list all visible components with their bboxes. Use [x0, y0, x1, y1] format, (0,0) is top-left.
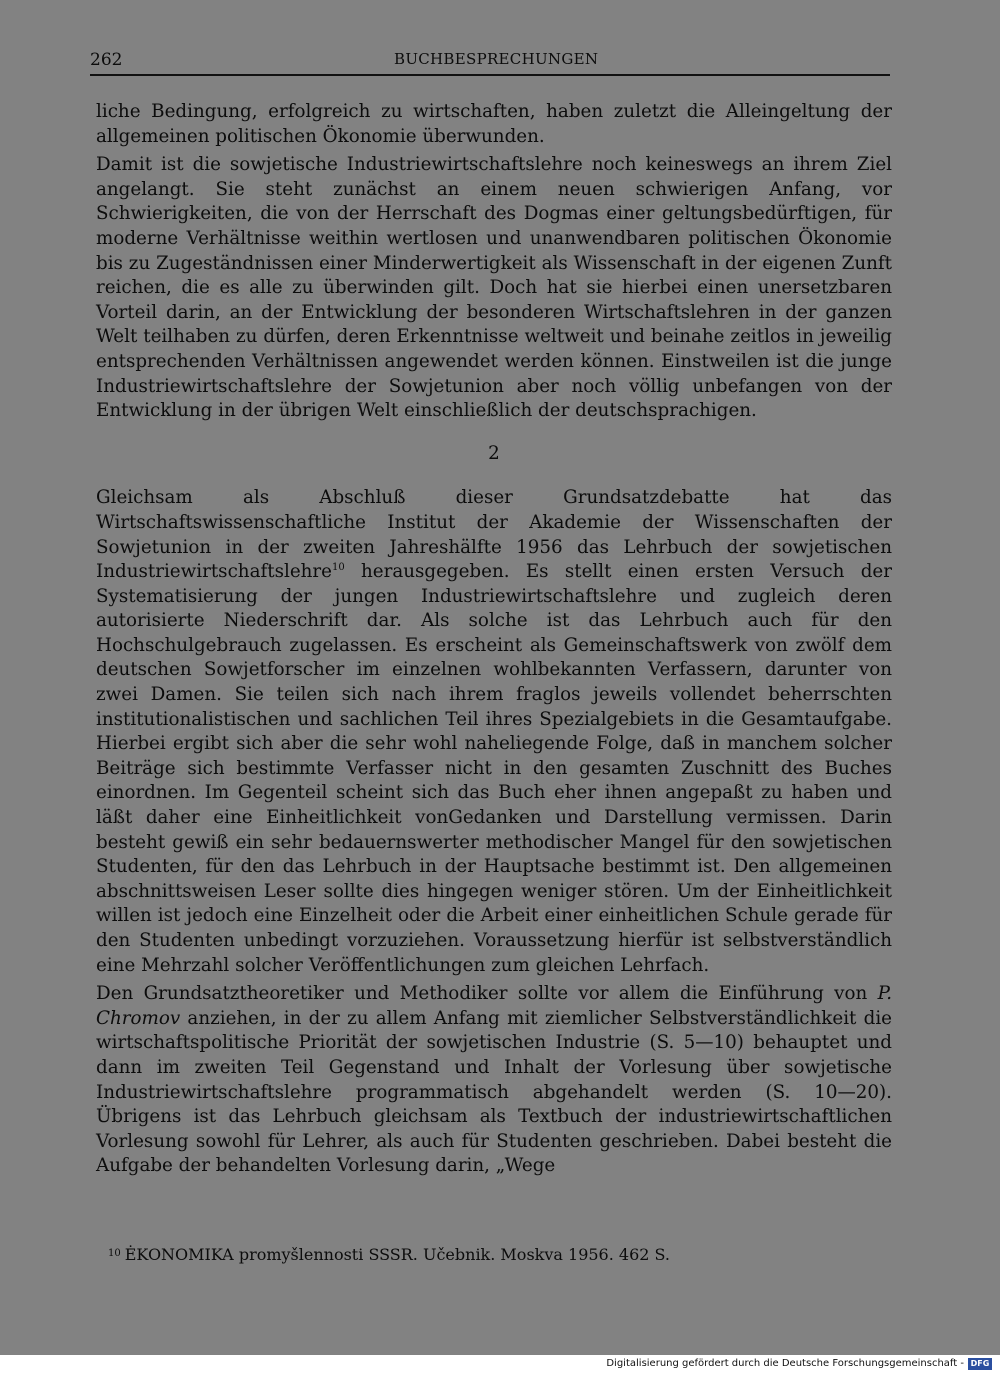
footnote [108, 1245, 888, 1265]
body-text [96, 100, 892, 1179]
paragraph-4-part2: anziehen, in der zu allem Anfang mit ziemlicher Selbstverständlichkeit die wirtschaftspolitische Priorität der sowjetischen Industrie (S. 5—10) behauptet und dann im zweiten Teil Gegenstand und Inhalt der Vorlesung über sowjetische Industriewirtschaftslehre programmatisch abgehandelt werden (S. 10—20). Übrigens ist das Lehrbuch gleichsam als Textbuch der industriewirtschaftlichen Vorlesung sowohl für Lehrer, als auch für Studenten geschrieben. Dabei besteht die Aufgabe der behandelten Vorlesung darin, „Wege [96, 1007, 892, 1177]
section-number: 2 [488, 442, 500, 464]
paragraph-4-part1: Den Grundsatztheoretiker und Methodiker sollte vor allem die Einführung von [96, 983, 878, 1005]
page-number: 262 [90, 50, 123, 70]
dfg-logo: DFG [968, 1358, 992, 1370]
paragraph-3-part1: Gleichsam als Abschluß dieser Grundsatzdebatte hat das Wirtschaftswissenschaftliche Institut der Akademie der Wissenschaften der Sowjetunion in der zweiten Jahreshälfte 1956 das Lehrbuch der sowjetischen Industriewirtschaftslehre [96, 487, 892, 583]
credit-bar [0, 1355, 1000, 1375]
credit-text: Digitalisierung gefördert durch die Deutsche Forschungsgemeinschaft - [606, 1358, 964, 1369]
paragraph-3-part2: herausgegeben. Es stellt einen ersten Versuch der Systematisierung der jungen Industriewirtschaftslehre und zugleich deren autorisierte Niederschrift dar. Als solche ist das Lehrbuch auch für den Hochschulgebrauch zugelassen. Es erscheint als Gemeinschaftswerk von zwölf dem deutschen Sowjetforscher im einzelnen wohlbekannten Verfassern, darunter von zwei Damen. Sie teilen sich nach ihrem fraglos jeweils vollendet beherrschten institutionalistischen und sachlichen Teil ihres Spezialgebiets in die Gesamtaufgabe. Hierbei ergibt sich aber die sehr wohl naheliegende Folge, daß in manchem solcher Beiträge sich bestimmte Verfasser nicht in den gesamten Zuschnitt des Buches einordnen. Im Gegenteil scheint sich das Buch eher ihnen angepaßt zu haben und läßt daher eine Einheitlichkeit vonGedanken und Darstellung vermissen. Darin besteht gewiß ein sehr bedauernswerter methodischer Mangel für den sowjetischen Studenten, für den das Lehrbuch in der Hauptsache bestimmt ist. Den allgemeinen abschnittsweisen Leser sollte dies hingegen weniger stören. Um der Einheitlichkeit willen ist jedoch eine Einzelheit oder die Arbeit einer einheitlichen Schule gerade für den Studenten unbedingt vorzuziehen. Voraussetzung hierfür ist selbstverständlich eine Mehrzahl solcher Veröffentlichungen zum gleichen Lehrfach. [96, 561, 892, 976]
paragraph-1: liche Bedingung, erfolgreich zu wirtschaften, haben zuletzt die Alleingeltung der allgemeinen politischen Ökonomie überwunden. [96, 101, 892, 147]
paragraph-3 [96, 486, 892, 978]
footnote-reference: 10 [331, 562, 345, 574]
page-header [90, 48, 890, 76]
paragraph-2: Damit ist die sowjetische Industriewirtschaftslehre noch keineswegs an ihrem Ziel angelangt. Sie steht zunächst an einem neuen schwierigen Anfang, vor Schwierigkeiten, die von der Herrschaft des Dogmas einer geltungsbedürftigen, für moderne Verhältnisse weithin wertlosen und unanwendbaren politischen Ökonomie bis zu Zugeständnissen einer Minderwertigkeit als Wissenschaft in der eigenen Zunft reichen, die es alle zu überwinden gilt. Doch hat sie hierbei einen unersetzbaren Vorteil darin, an der Entwicklung der besonderen Wirtschaftslehren in der ganzen Welt teilhaben zu dürfen, deren Erkenntnisse weltweit und beinahe zeitlos in jeweilig entsprechenden Verhältnissen angewendet werden können. Einstweilen ist die junge Industriewirtschaftslehre der Sowjetunion aber noch völlig unbefangen von der Entwicklung in der übrigen Welt einschließlich der deutschsprachigen. [96, 154, 892, 422]
running-title: BUCHBESPRECHUNGEN [394, 50, 599, 68]
footnote-text: ĖKONOMIKA promyšlennosti SSSR. Učebnik. Moskva 1956. 462 S. [124, 1245, 670, 1264]
footnote-number: 10 [108, 1248, 121, 1259]
paragraph-4 [96, 982, 892, 1179]
author-name: P. Chromov [96, 983, 892, 1029]
